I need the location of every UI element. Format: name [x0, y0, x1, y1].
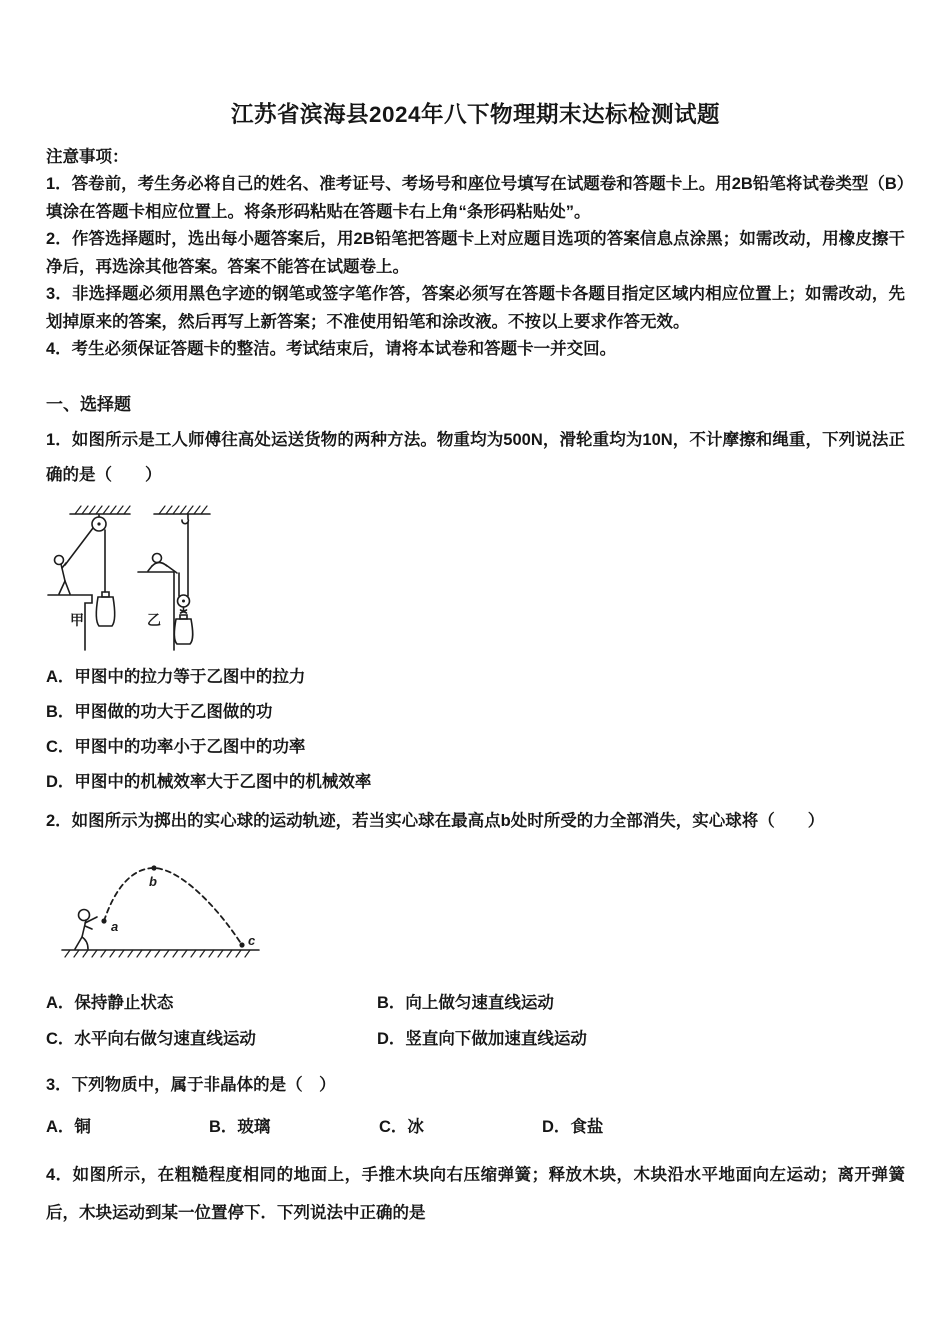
- notice-item-1: 1．答卷前，考生务必将自己的姓名、准考证号、考场号和座位号填写在试题卷和答题卡上。用2B铅笔将试卷类型（B）填涂在答题卡相应位置上。将条形码粘贴在答题卡右上角“条形码粘贴处”。: [46, 175, 905, 221]
- question-1-option-d: D．甲图中的机械效率大于乙图中的机械效率: [46, 772, 372, 791]
- question-1-option-b: B．甲图做的功大于乙图做的功: [46, 702, 273, 721]
- question-1-option-a: A．甲图中的拉力等于乙图中的拉力: [46, 667, 306, 686]
- question-4-text: 4．如图所示，在粗糙程度相同的地面上，手推木块向右压缩弹簧；释放木块，木块沿水平地面向左运动；离开弹簧后，木块运动到某一位置停下．下列说法中正确的是: [46, 1165, 905, 1222]
- question-1-options: [46, 660, 905, 800]
- question-1-text: 1．如图所示是工人师傅往高处运送货物的两种方法。物重均为500N，滑轮重均为10N，不计摩擦和绳重，下列说法正确的是（ ）: [46, 430, 905, 484]
- question-3-text: 3．下列物质中，属于非晶体的是（ ）: [46, 1075, 336, 1094]
- figure-label-yi: 乙: [147, 611, 161, 628]
- figure-point-b-label: b: [149, 873, 157, 889]
- question-2-option-b: B．向上做匀速直线运动: [377, 993, 554, 1012]
- notice-item-4: 4．考生必须保证答题卡的整洁。考试结束后，请将本试卷和答题卡一并交回。: [46, 340, 617, 358]
- question-3-option-d: D．食盐: [542, 1117, 604, 1136]
- question-3-option-b: B．玻璃: [209, 1117, 271, 1136]
- figure-label-jia: 甲: [70, 611, 84, 628]
- question-2-text: 2．如图所示为掷出的实心球的运动轨迹，若当实心球在最高点b处时所受的力全部消失，实心球将（ ）: [46, 811, 825, 830]
- figure-point-c-label: c: [248, 932, 256, 948]
- question-1-option-c: C．甲图中的功率小于乙图中的功率: [46, 737, 306, 756]
- question-3-option-a: A．铜: [46, 1117, 91, 1136]
- section-heading-choice: 一、选择题: [46, 394, 131, 414]
- notice-item-2: 2．作答选择题时，选出每小题答案后，用2B铅笔把答题卡上对应题目选项的答案信息点涂黑；如需改动，用橡皮擦干净后，再选涂其他答案。答案不能答在试题卷上。: [46, 230, 905, 276]
- notice-heading: 注意事项：: [46, 148, 129, 166]
- figure-point-a-label: a: [111, 918, 119, 934]
- question-2-option-d: D．竖直向下做加速直线运动: [377, 1029, 587, 1048]
- question-1-pulley-figure: [42, 499, 227, 651]
- question-2-options: [46, 985, 905, 1057]
- page-title: 江苏省滨海县2024年八下物理期末达标检测试题: [230, 102, 721, 127]
- question-2-trajectory-figure: [54, 853, 264, 961]
- question-3-option-c: C．冰: [379, 1117, 424, 1136]
- question-3-options: [46, 1111, 905, 1143]
- notice-item-3: 3．非选择题必须用黑色字迹的钢笔或签字笔作答，答案必须写在答题卡各题目指定区域内相应位置上；如需改动，先划掉原来的答案，然后再写上新答案；不准使用铅笔和涂改液。不按以上要求作答无效。: [46, 285, 905, 331]
- question-2-option-c: C．水平向右做匀速直线运动: [46, 1029, 256, 1048]
- question-2-option-a: A．保持静止状态: [46, 993, 174, 1012]
